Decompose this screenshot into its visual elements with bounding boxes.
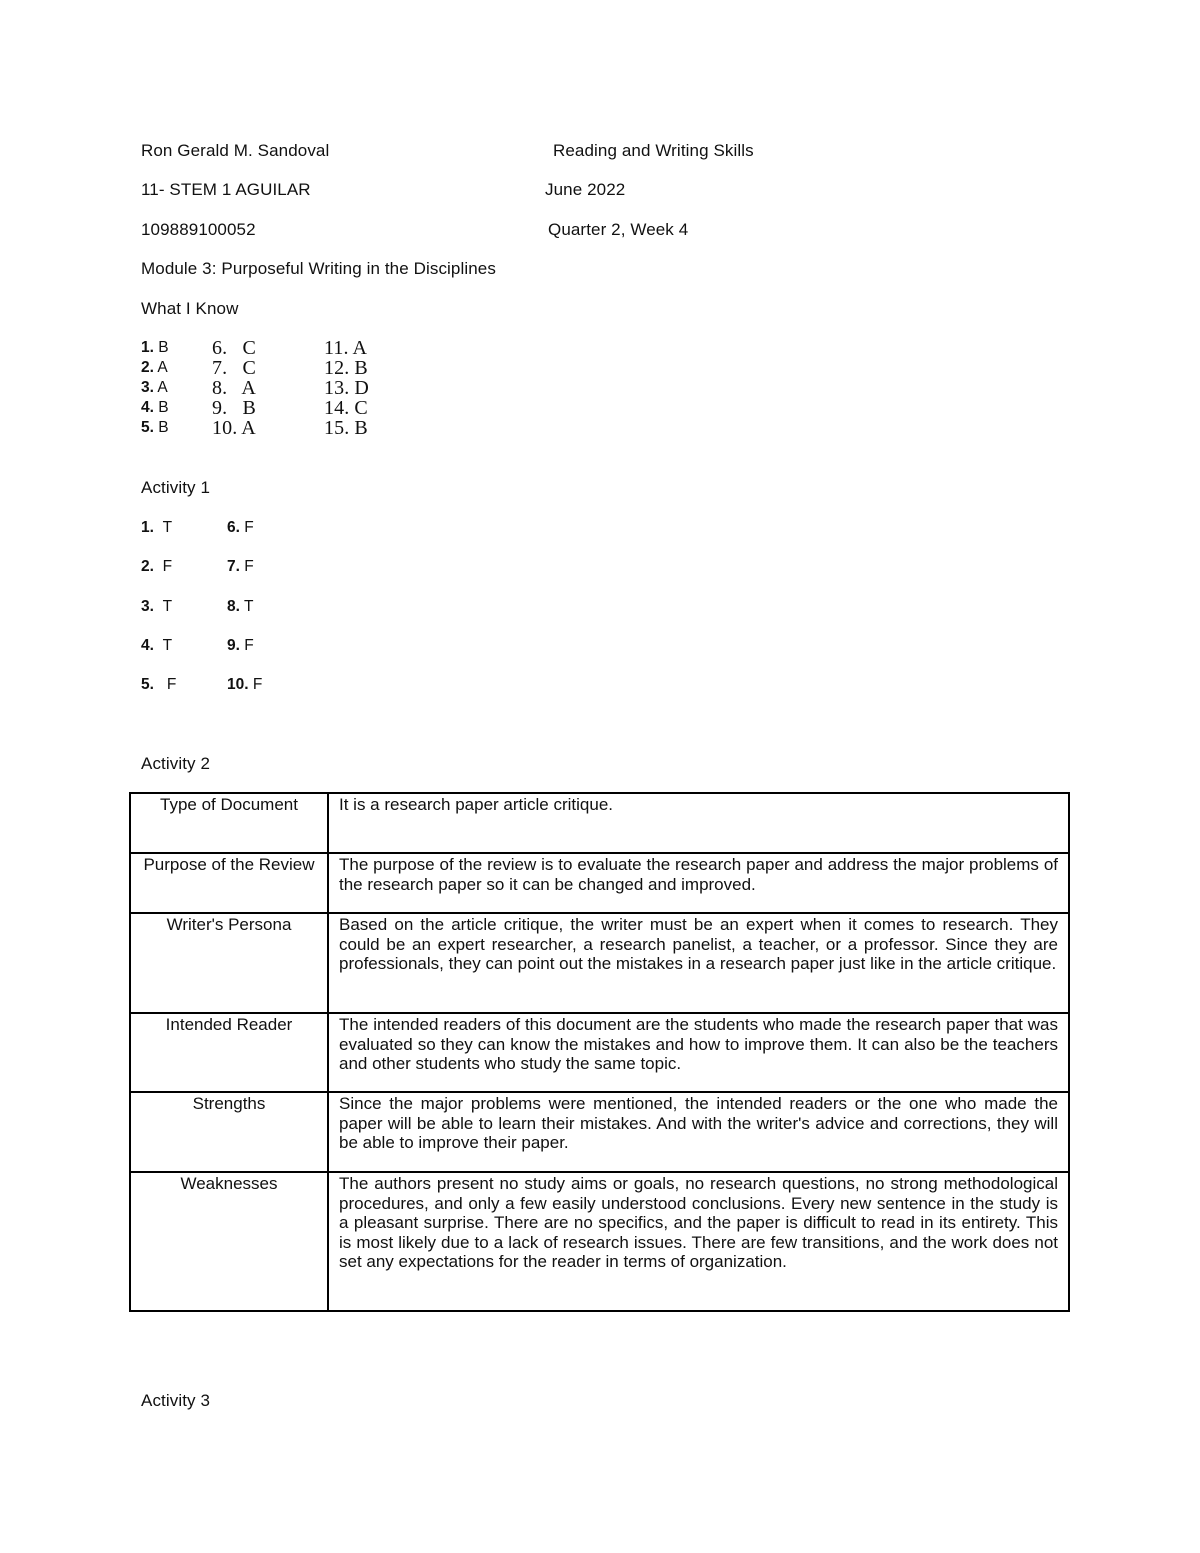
answer-number: 10. bbox=[227, 676, 249, 693]
answer-item: 7. C bbox=[212, 357, 256, 379]
row-label: Weaknesses bbox=[130, 1172, 328, 1311]
answer-item bbox=[227, 636, 254, 656]
table-row bbox=[130, 1092, 1069, 1172]
answer-item bbox=[141, 636, 172, 656]
answer-number: 1. bbox=[141, 339, 154, 356]
module-title: Module 3: Purposeful Writing in the Disciplines bbox=[141, 259, 496, 278]
row-value: The purpose of the review is to evaluate the research paper and address the major problems of the research paper so it can be changed and improved. bbox=[328, 853, 1069, 913]
answer-item bbox=[141, 378, 168, 398]
answer-item bbox=[227, 675, 262, 695]
row-label: Strengths bbox=[130, 1092, 328, 1172]
answer-number: 4. bbox=[141, 637, 154, 654]
answer-value: A bbox=[157, 379, 168, 396]
row-value: Since the major problems were mentioned, the intended readers or the one who made the paper will be able to learn their mistakes. And with the writer's advice and corrections, they will be able to improve their paper. bbox=[328, 1092, 1069, 1172]
row-label: Writer's Persona bbox=[130, 913, 328, 1013]
answer-value: A bbox=[157, 359, 168, 376]
table-row bbox=[130, 793, 1069, 853]
row-value: The intended readers of this document are the students who made the research paper that was evaluated so they can know the mistakes and how to improve them. It can also be the teachers and other students who study the same topic. bbox=[328, 1013, 1069, 1092]
answer-item: 9. B bbox=[212, 397, 256, 419]
answer-value: T bbox=[162, 519, 173, 536]
answer-item bbox=[141, 597, 172, 617]
date-text: June 2022 bbox=[545, 180, 626, 199]
answer-item bbox=[141, 518, 172, 538]
answer-item: 12. B bbox=[324, 357, 368, 379]
answer-number: 1. bbox=[141, 519, 154, 536]
student-name: Ron Gerald M. Sandoval bbox=[141, 141, 330, 160]
answer-value: F bbox=[166, 676, 177, 693]
answer-value: F bbox=[244, 519, 254, 536]
answer-number: 8. bbox=[227, 598, 240, 615]
answer-item: 14. C bbox=[324, 397, 368, 419]
row-label: Purpose of the Review bbox=[130, 853, 328, 913]
answer-item: 15. B bbox=[324, 417, 368, 439]
answer-item: 8. A bbox=[212, 377, 256, 399]
quarter-week: Quarter 2, Week 4 bbox=[548, 220, 689, 239]
answer-item bbox=[227, 518, 254, 538]
answer-number: 5. bbox=[141, 676, 154, 693]
answer-number: 4. bbox=[141, 399, 154, 416]
answer-item: 11. A bbox=[324, 337, 368, 359]
table-row bbox=[130, 853, 1069, 913]
row-value: The authors present no study aims or goals, no research questions, no strong methodological procedures, and only a few easily understood conclusions. Every new sentence in the study is a pleasant surprise. There are no specifics, and the paper is difficult to read in its entirety. This is most likely due to a lack of research issues. There are few transitions, and the work does not set any expectations for the reader in terms of organization. bbox=[328, 1172, 1069, 1311]
section-name: 11- STEM 1 AGUILAR bbox=[141, 180, 311, 199]
answer-value: B bbox=[158, 339, 169, 356]
answer-number: 5. bbox=[141, 419, 154, 436]
activity2-table bbox=[129, 792, 1070, 1312]
answer-number: 2. bbox=[141, 359, 154, 376]
table-row bbox=[130, 1172, 1069, 1311]
answer-item: 10. A bbox=[212, 417, 256, 439]
answer-item bbox=[227, 557, 254, 577]
answer-item bbox=[141, 418, 169, 438]
answer-item: 13. D bbox=[324, 377, 369, 399]
answer-item bbox=[141, 557, 172, 577]
answer-item: 6. C bbox=[212, 337, 256, 359]
table-row bbox=[130, 913, 1069, 1013]
answer-item bbox=[141, 675, 176, 695]
answer-value: T bbox=[243, 598, 254, 615]
lrn-number: 109889100052 bbox=[141, 220, 256, 239]
row-value: Based on the article critique, the writer must be an expert when it comes to research. They could be an expert researcher, a research panelist, a teacher, or a professor. Since they are professionals, they can point out the mistakes in a research paper just like in the article critique. bbox=[328, 913, 1069, 1013]
answer-number: 3. bbox=[141, 598, 154, 615]
answer-number: 7. bbox=[227, 558, 240, 575]
answer-value: F bbox=[244, 558, 254, 575]
subject-name: Reading and Writing Skills bbox=[553, 141, 754, 160]
answer-number: 9. bbox=[227, 637, 240, 654]
answer-number: 2. bbox=[141, 558, 154, 575]
row-label: Intended Reader bbox=[130, 1013, 328, 1092]
row-value: It is a research paper article critique. bbox=[328, 793, 1069, 853]
answer-value: F bbox=[162, 558, 173, 575]
answer-item bbox=[227, 597, 253, 617]
activity3-heading: Activity 3 bbox=[141, 1391, 211, 1410]
activity2-heading: Activity 2 bbox=[141, 754, 211, 773]
activity1-heading: Activity 1 bbox=[141, 478, 211, 497]
answer-value: F bbox=[244, 637, 254, 654]
answer-item bbox=[141, 398, 169, 418]
row-label: Type of Document bbox=[130, 793, 328, 853]
answer-item bbox=[141, 358, 168, 378]
answer-value: B bbox=[158, 419, 169, 436]
answer-value: F bbox=[252, 676, 263, 693]
what-i-know-heading: What I Know bbox=[141, 299, 239, 318]
answer-value: T bbox=[162, 637, 173, 654]
answer-number: 3. bbox=[141, 379, 154, 396]
answer-item bbox=[141, 338, 169, 358]
answer-value: B bbox=[158, 399, 169, 416]
answer-value: T bbox=[162, 598, 173, 615]
table-row bbox=[130, 1013, 1069, 1092]
answer-number: 6. bbox=[227, 519, 240, 536]
